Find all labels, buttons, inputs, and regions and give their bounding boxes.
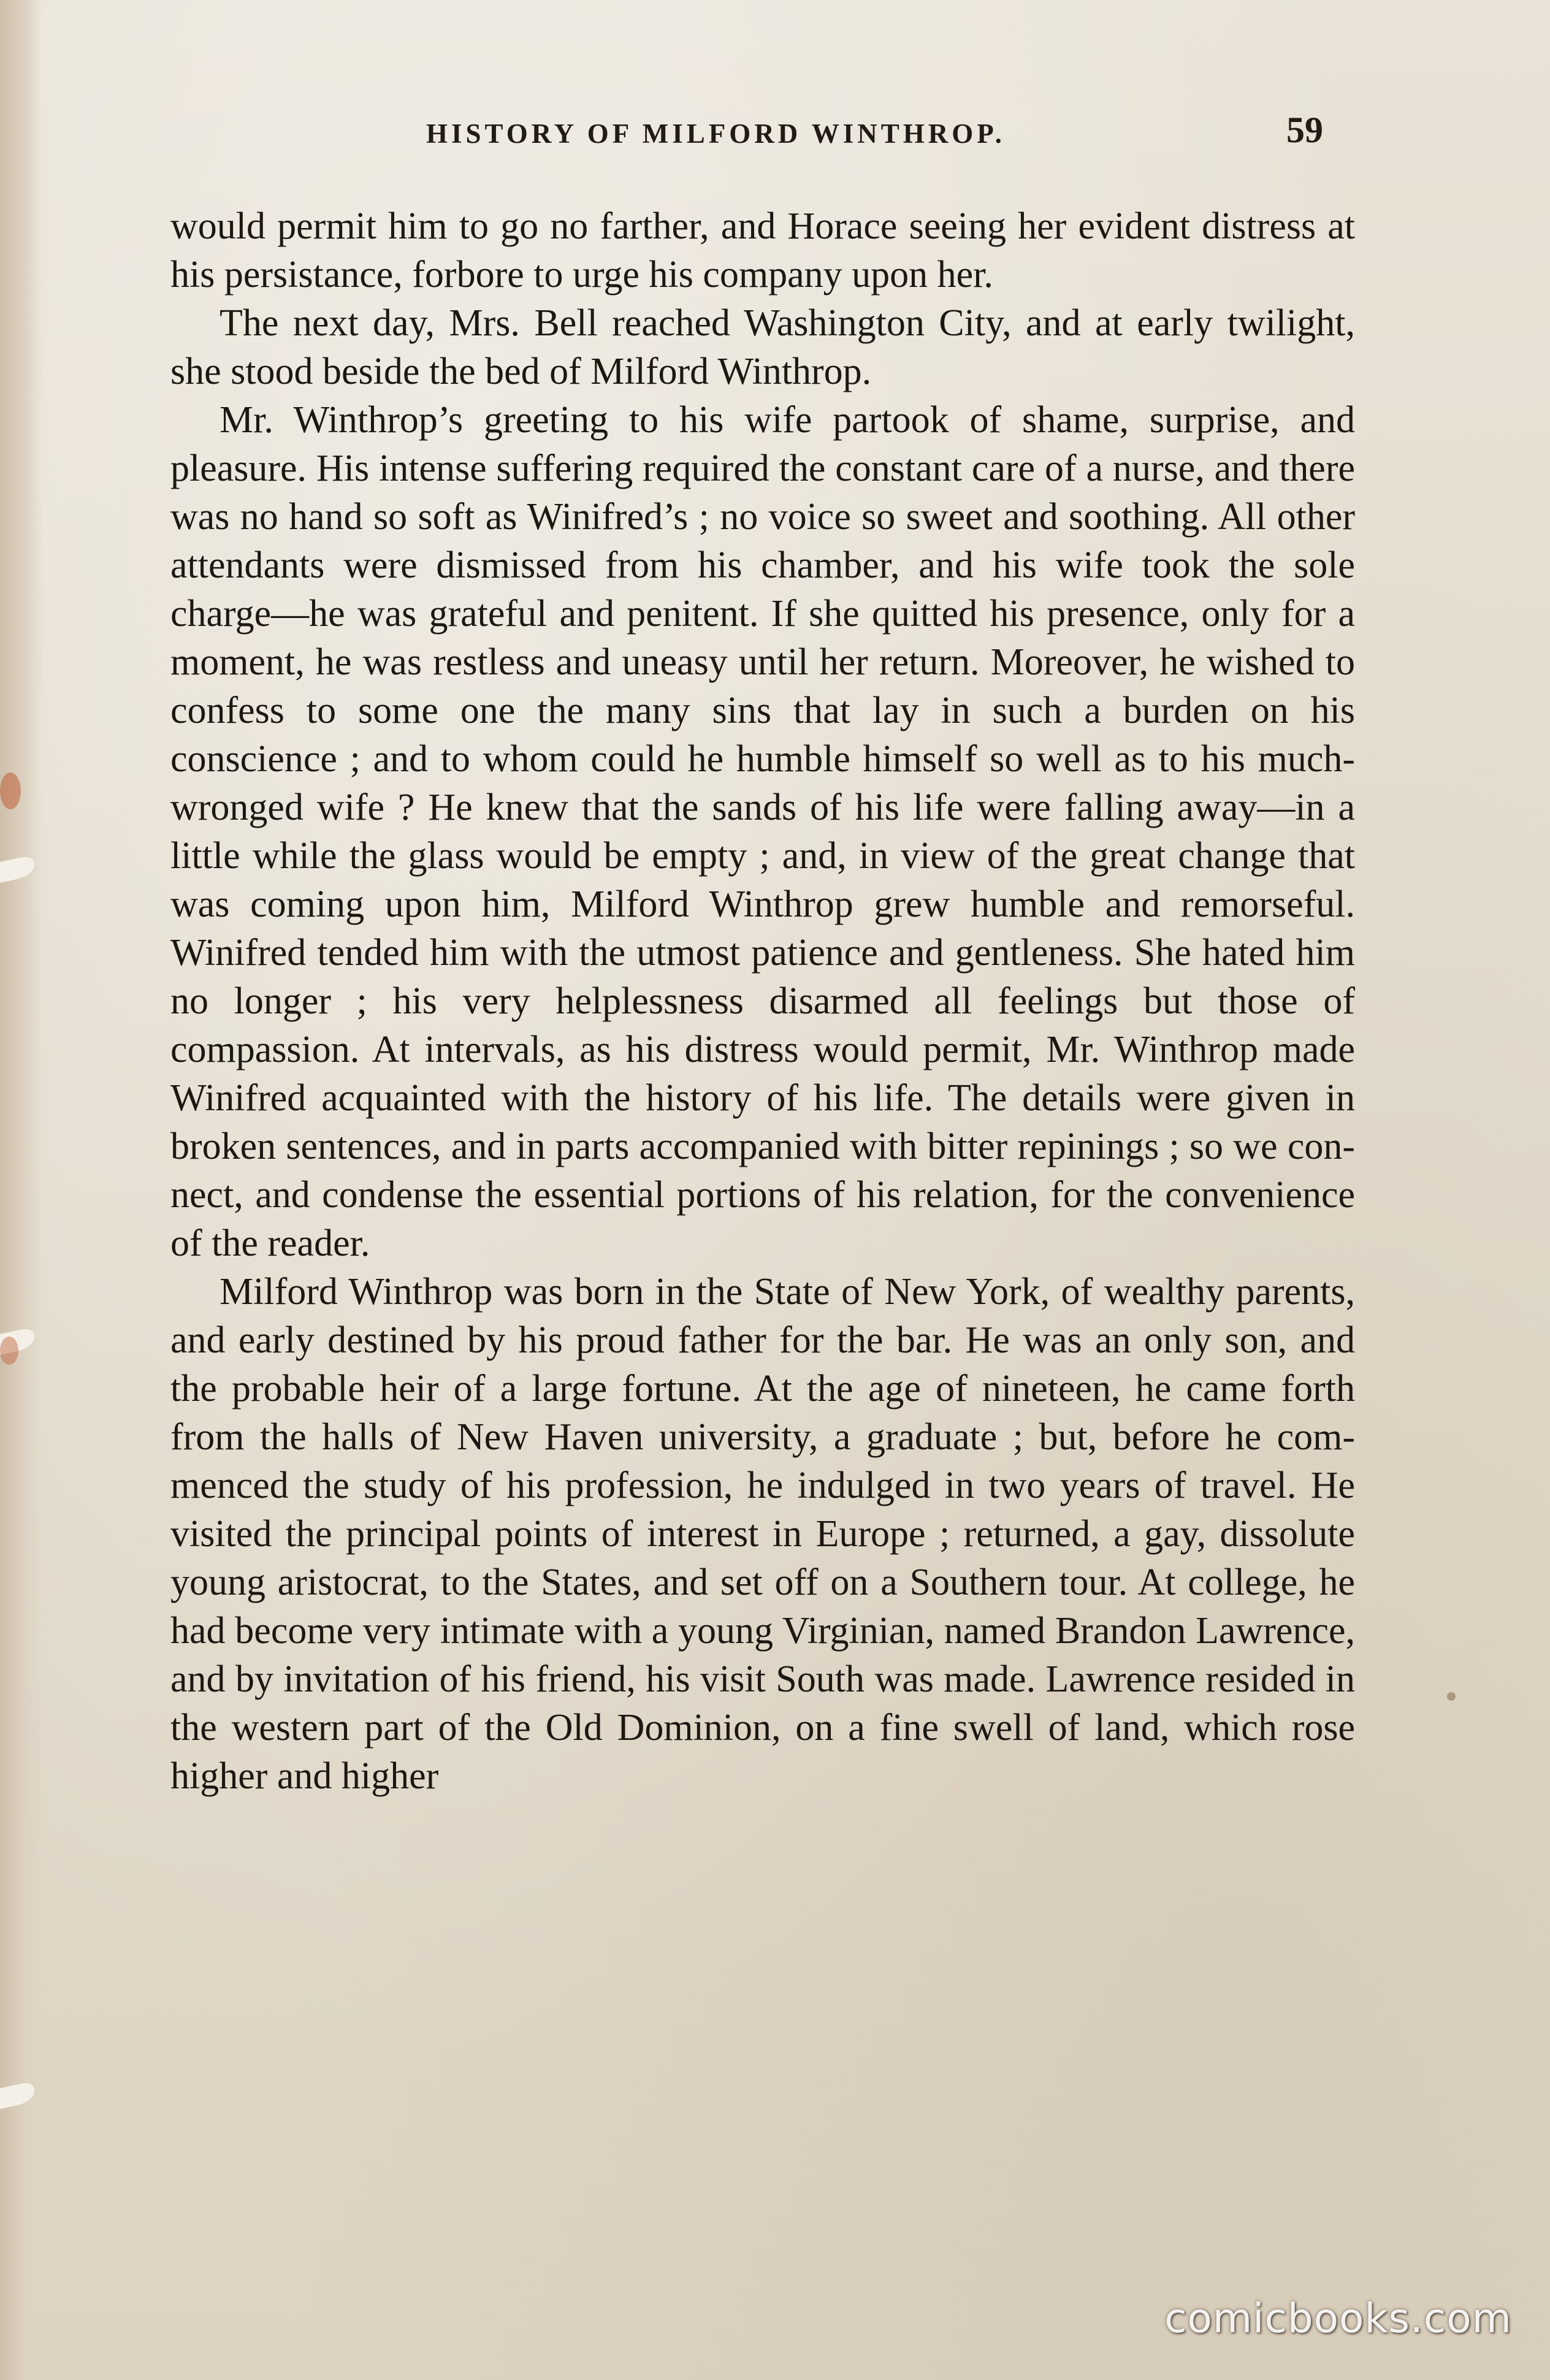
stain-mark: [0, 1337, 18, 1365]
page-header: [147, 105, 1366, 167]
paragraph: would permit him to go no farther, and Horace seeing her evident distress at his persistance, forbore to urge his company upon her.: [170, 205, 1355, 296]
paragraph: The next day, Mrs. Bell reached Washington City, and at early twilight, she stood beside the bed of Milford Winthrop.: [170, 302, 1355, 392]
paragraph: Milford Winthrop was born in the State of New York, of wealthy parents, and early destined by his proud father for the bar. He was an only son, and the probable heir of a large fortune. At the age of nineteen, he came forth from the halls of New Haven university, a graduate ; but, before he commenced the study of his profession, he indulged in two years of travel. He visited the principal points of interest in Europe ; returned, a gay, dissolute young aristocrat, to the States, and set off on a Southern tour. At college, he had become very intimate with a young Virginian, named Brandon Lawrence, and by invitation of his friend, his visit South was made. Lawrence resided in the western part of the Old Dominion, on a fine swell of land, which rose higher and higher: [170, 1271, 1355, 1797]
paragraph: Mr. Winthrop’s greeting to his wife partook of shame, surprise, and pleasure. His intense suffering required the constant care of a nurse, and there was no hand so soft as Winifred’s ; no voice so sweet and soothing. All other attendants were dismissed from his chamber, and his wife took the sole charge—he was grateful and penitent. If she quitted his presence, only for a moment, he was restless and uneasy until her return. Moreover, he wished to confess to some one the many sins that lay in such a burden on his conscience ; and to whom could he humble himself so well as to his much-wronged wife ? He knew that the sands of his life were falling away—in a little while the glass would be empty ; and, in view of the great change that was coming upon him, Milford Winthrop grew humble and remorseful. Winifred tended him with the utmost patience and gentleness. She hated him no longer ; his very helplessness disarmed all feelings but those of compassion. At intervals, as his distress would permit, Mr. Winthrop made Winifred acquainted with the history of his life. The details were given in broken sentences, and in parts accompanied with bitter repinings ; so we connect, and condense the essential portions of his relation, for the convenience of the reader.: [170, 399, 1355, 1264]
watermark: comicbooks.com: [1164, 2295, 1512, 2342]
stain-mark: [1447, 1692, 1456, 1701]
page-number: 59: [1286, 110, 1323, 150]
stain-mark: [0, 772, 21, 809]
running-head: HISTORY OF MILFORD WINTHROP.: [426, 118, 1006, 149]
body-text: [170, 202, 1355, 1801]
page-edge: [0, 0, 43, 2380]
